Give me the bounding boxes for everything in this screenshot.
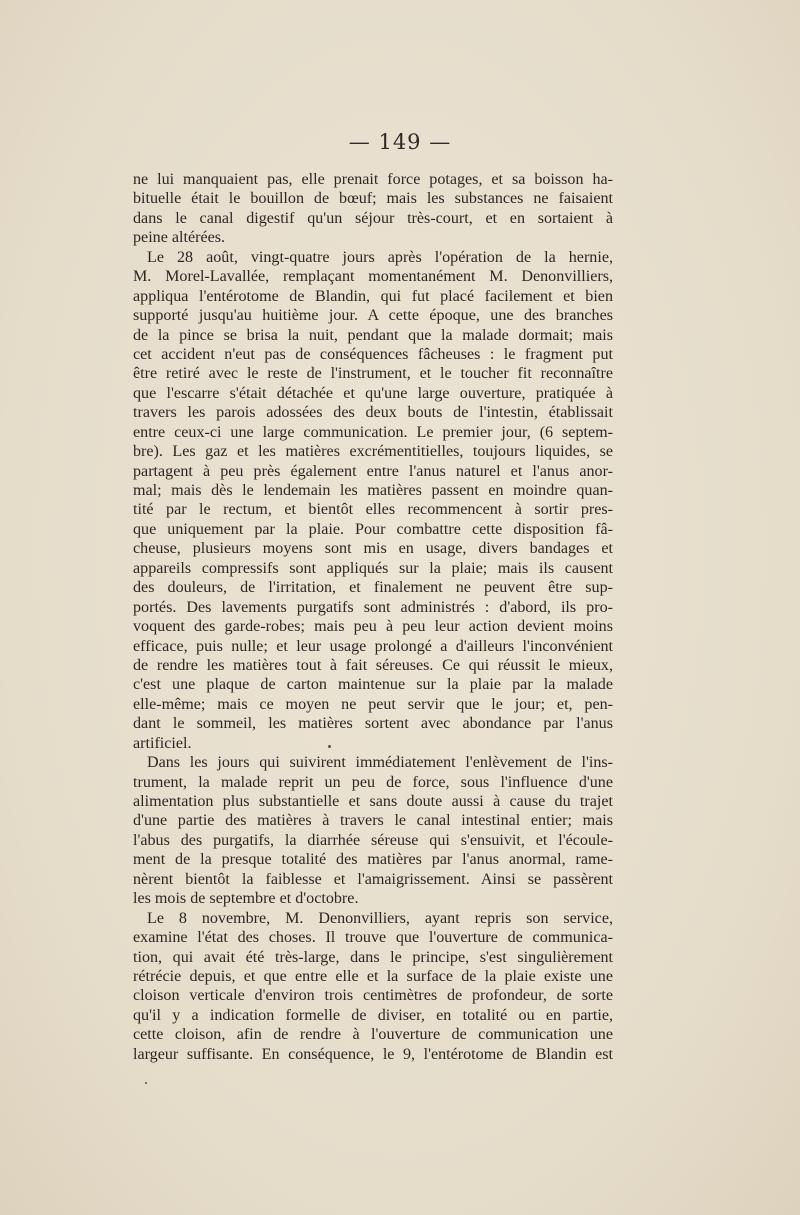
- text-line: que uniquement par la plaie. Pour combattre cette disposition fâ-: [133, 520, 613, 538]
- text-line: tion, qui avait été très-large, dans le principe, s'est singulièrement: [133, 948, 613, 966]
- text-line: bre). Les gaz et les matières excrémentitielles, toujours liquides, se: [133, 443, 613, 461]
- text-line: c'est une plaque de carton maintenue sur la plaie par la malade: [133, 676, 613, 694]
- text-line: être retiré avec le reste de l'instrument, et le toucher fit reconnaître: [133, 365, 613, 383]
- text-line: Le 28 août, vingt-quatre jours après l'opération de la hernie,: [147, 248, 613, 266]
- text-line: portés. Des lavements purgatifs sont administrés : d'abord, ils pro-: [133, 598, 613, 616]
- text-line: des douleurs, de l'irritation, et finalement ne peuvent être sup-: [133, 579, 613, 597]
- text-line: examine l'état des choses. Il trouve que l'ouverture de communica-: [133, 929, 613, 947]
- text-line: de rendre les matières tout à fait séreuses. Ce qui réussit le mieux,: [133, 656, 613, 674]
- text-line: cette cloison, afin de rendre à l'ouverture de communication une: [133, 1026, 613, 1044]
- body-text: [133, 170, 613, 1064]
- text-line: l'abus des purgatifs, la diarrhée séreuse qui s'ensuivit, et l'écoule-: [133, 831, 613, 849]
- text-line: dant le sommeil, les matières sortent avec abondance par l'anus: [133, 715, 613, 733]
- text-line: ment de la presque totalité des matières par l'anus anormal, rame-: [133, 851, 613, 869]
- ink-speck: [145, 1082, 147, 1084]
- text-line: cet accident n'eut pas de conséquences fâcheuses : le fragment put: [133, 345, 613, 363]
- text-line: peine altérées.: [133, 229, 226, 247]
- text-line: Dans les jours qui suivirent immédiatement l'enlèvement de l'ins-: [147, 754, 613, 772]
- text-line: appliqua l'entérotome de Blandin, qui fut placé facilement et bien: [133, 287, 613, 305]
- text-line: largeur suffisante. En conséquence, le 9, l'entérotome de Blandin est: [133, 1045, 613, 1063]
- text-line: tité par le rectum, et bientôt elles recommencent à sortir pres-: [133, 501, 613, 519]
- page-number: — 149 —: [348, 130, 452, 154]
- text-line: que l'escarre s'était détachée et qu'une large ouverture, pratiquée à: [133, 384, 613, 402]
- text-line: partagent à peu près également entre l'anus naturel et l'anus anor-: [133, 462, 613, 480]
- text-line: rétrécie depuis, et que entre elle et la surface de la plaie existe une: [133, 967, 613, 985]
- text-line: elle-même; mais ce moyen ne peut servir que le jour; et, pen-: [133, 695, 613, 713]
- text-line: travers les parois adossées des deux bouts de l'intestin, établissait: [133, 404, 613, 422]
- text-line: cloison verticale d'environ trois centimètres de profondeur, de sorte: [133, 987, 613, 1005]
- text-line: entre ceux-ci une large communication. Le premier jour, (6 septem-: [133, 423, 613, 441]
- text-line: les mois de septembre et d'octobre.: [133, 890, 359, 908]
- text-line: alimentation plus substantielle et sans doute aussi à cause du trajet: [133, 793, 613, 810]
- text-line: de la pince se brisa la nuit, pendant que la malade dormait; mais: [133, 326, 613, 344]
- text-line: ne lui manquaient pas, elle prenait force potages, et sa boisson ha-: [133, 171, 613, 188]
- text-line: mal; mais dès le lendemain les matières passent en moindre quan-: [133, 482, 613, 499]
- text-line: d'une partie des matières à travers le canal intestinal entier; mais: [133, 812, 613, 830]
- text-line: M. Morel-Lavallée, remplaçant momentanément M. Denonvilliers,: [133, 268, 613, 286]
- text-line: supporté jusqu'au huitième jour. A cette époque, une des branches: [133, 307, 613, 325]
- text-line: nèrent bientôt la faiblesse et l'amaigrissement. Ainsi se passèrent: [133, 870, 613, 888]
- text-line: efficace, puis nulle; et leur usage prolongé a d'ailleurs l'inconvénient: [133, 637, 613, 655]
- ink-speck: [328, 745, 331, 748]
- text-line: voquent des garde-robes; mais peu à peu leur action devient moins: [133, 618, 613, 636]
- text-line: cheuse, plusieurs moyens sont mis en usage, divers bandages et: [133, 540, 613, 558]
- text-line: artificiel.: [133, 734, 192, 752]
- text-line: appareils compressifs sont appliqués sur la plaie; mais ils causent: [133, 559, 613, 577]
- text-line: dans le canal digestif qu'un séjour très-court, et en sortaient à: [133, 209, 613, 227]
- text-line: trument, la malade reprit un peu de force, sous l'influence d'une: [133, 773, 613, 791]
- text-line: bituelle était le bouillon de bœuf; mais les substances ne faisaient: [133, 190, 613, 208]
- text-line: qu'il y a indication formelle de diviser, en totalité ou en partie,: [133, 1006, 613, 1024]
- text-line: Le 8 novembre, M. Denonvilliers, ayant repris son service,: [147, 909, 613, 927]
